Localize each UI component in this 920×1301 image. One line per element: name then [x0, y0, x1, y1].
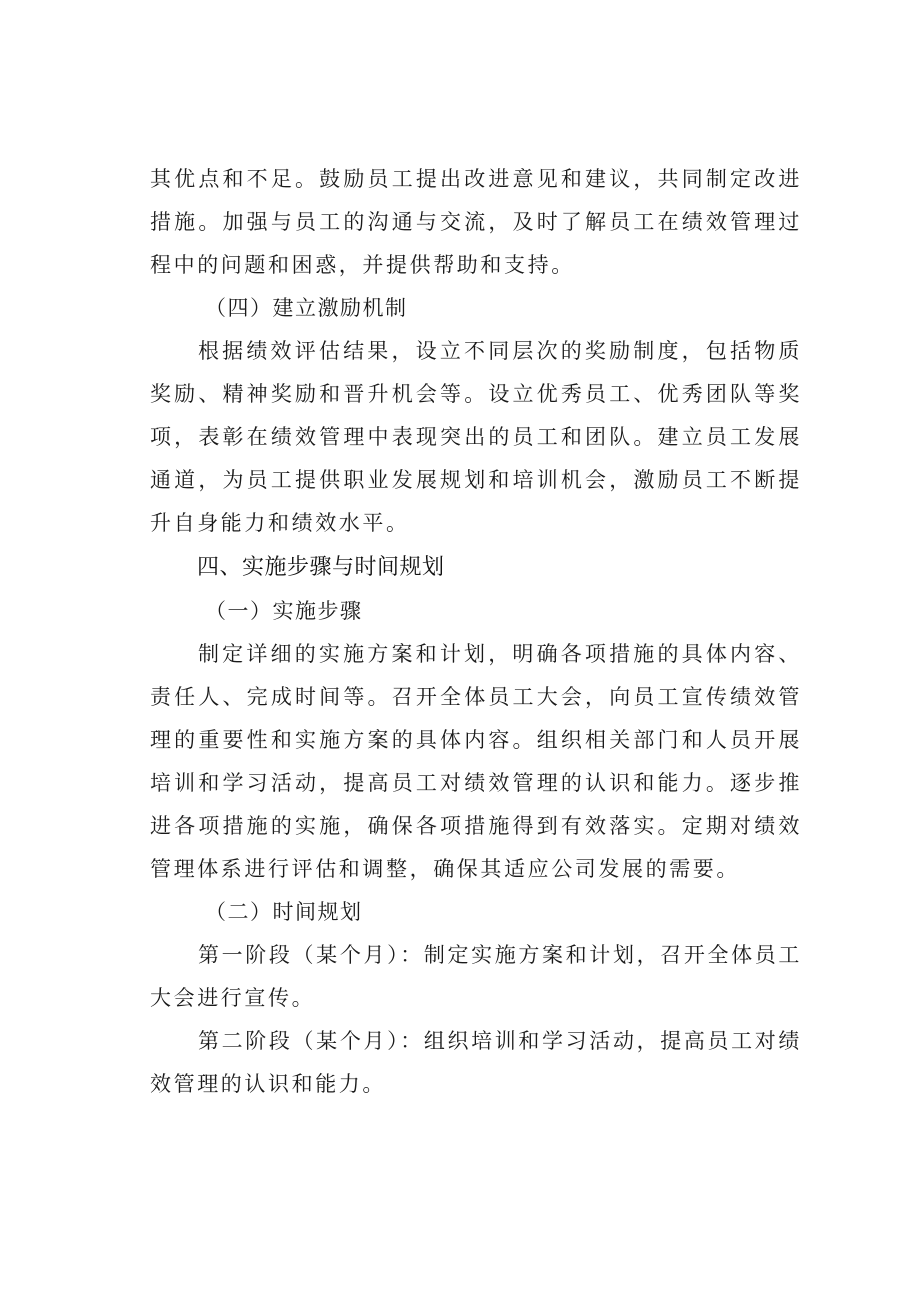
- paragraph-implementation-steps: 制定详细的实施方案和计划，明确各项措施的具体内容、责任人、完成时间等。召开全体员工大会，向员工宣传绩效管理的重要性和实施方案的具体内容。组织相关部门和人员开展培训和学习活动，提高员工对绩效管理的认识和能力。逐步推进各项措施的实施，确保各项措施得到有效落实。定期对绩效管理体系进行评估和调整，确保其适应公司发展的需要。: [150, 642, 802, 881]
- document-body: [150, 158, 802, 1106]
- subheading-incentive-mechanism: （四）建立激励机制: [205, 296, 408, 320]
- paragraph-incentive-mechanism: 根据绩效评估结果，设立不同层次的奖励制度，包括物质奖励、精神奖励和晋升机会等。设立优秀员工、优秀团队等奖项，表彰在绩效管理中表现突出的员工和团队。建立员工发展通道，为员工提供职业发展规划和培训机会，激励员工不断提升自身能力和绩效水平。: [150, 339, 802, 535]
- section-heading-implementation: 四、实施步骤与时间规划: [197, 555, 445, 580]
- paragraph-phase-one: 第一阶段（某个月）：制定实施方案和计划，召开全体员工大会进行宣传。: [150, 943, 802, 1010]
- subheading-implementation-steps: （一）实施步骤: [205, 599, 363, 623]
- paragraph-phase-two: 第二阶段（某个月）：组织培训和学习活动，提高员工对绩效管理的认识和能力。: [150, 1029, 802, 1096]
- paragraph-feedback-continuation: 其优点和不足。鼓励员工提出改进意见和建议，共同制定改进措施。加强与员工的沟通与交流，及时了解员工在绩效管理过程中的问题和困惑，并提供帮助和支持。: [150, 167, 802, 277]
- subheading-time-schedule: （二）时间规划: [205, 900, 363, 924]
